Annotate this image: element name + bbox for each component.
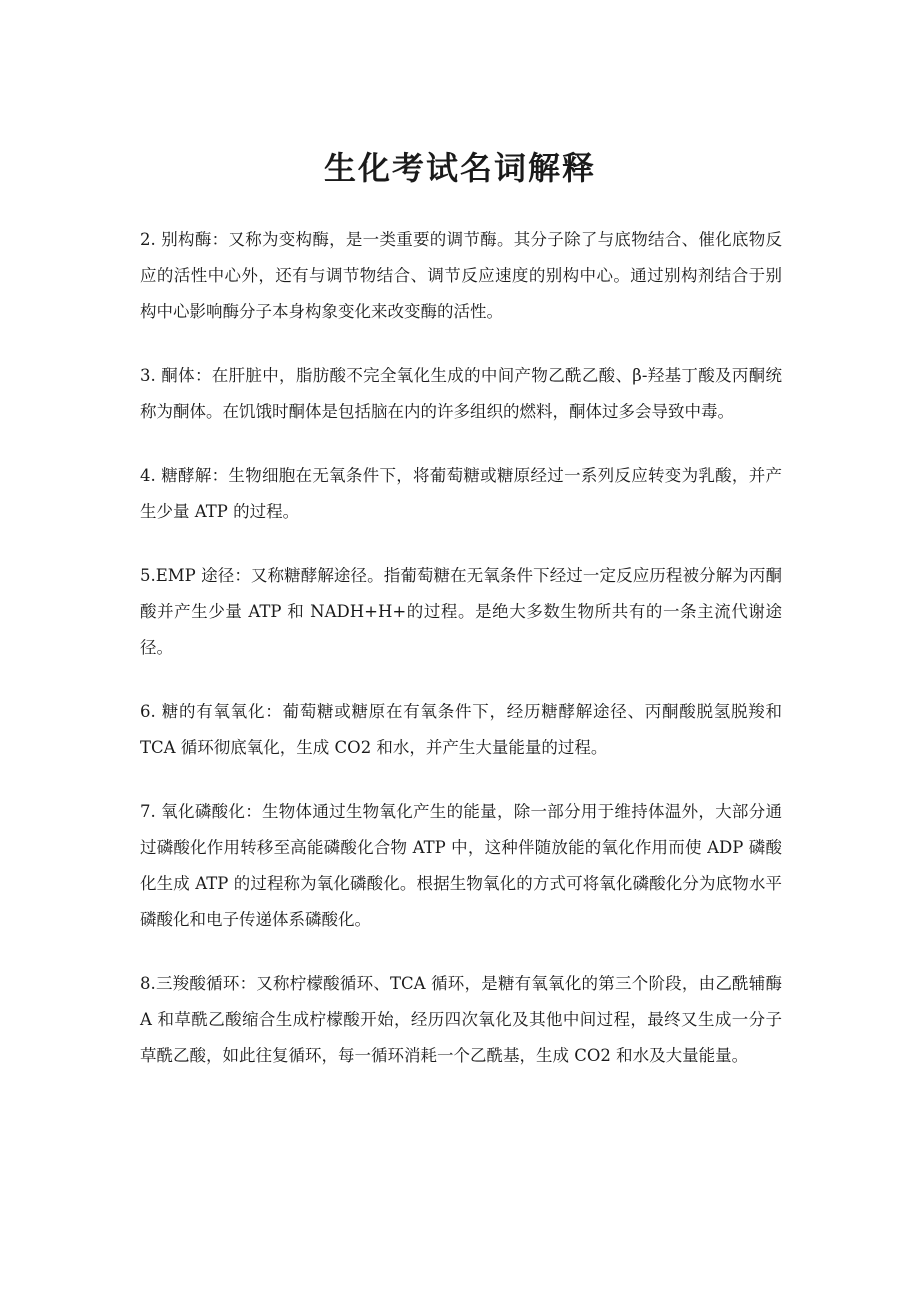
glossary-entry-glycolysis: 4. 糖酵解：生物细胞在无氧条件下，将葡萄糖或糖原经过一系列反应转变为乳酸，并产生少量 ATP 的过程。	[140, 466, 782, 521]
page-title: 生化考试名词解释	[323, 149, 596, 187]
glossary-entry-ketone-bodies: 3. 酮体：在肝脏中，脂肪酸不完全氧化生成的中间产物乙酰乙酸、β-羟基丁酸及丙酮统称为酮体。在饥饿时酮体是包括脑在内的许多组织的燃料，酮体过多会导致中毒。	[140, 366, 782, 421]
glossary-entry-oxidative-phosphorylation: 7. 氧化磷酸化：生物体通过生物氧化产生的能量，除一部分用于维持体温外，大部分通过磷酸化作用转移至高能磷酸化合物 ATP 中，这种伴随放能的氧化作用而使 ADP 磷酸化生成 ATP 的过程称为氧化磷酸化。根据生物氧化的方式可将氧化磷酸化分为底物水平磷酸化和电子传递体系磷酸化。	[140, 802, 782, 929]
glossary-entry-allosteric-enzyme: 2. 别构酶：又称为变构酶，是一类重要的调节酶。其分子除了与底物结合、催化底物反应的活性中心外，还有与调节物结合、调节反应速度的别构中心。通过别构剂结合于别构中心影响酶分子本身构象变化来改变酶的活性。	[140, 230, 782, 321]
glossary-entry-emp-pathway: 5.EMP 途径：又称糖酵解途径。指葡萄糖在无氧条件下经过一定反应历程被分解为丙酮酸并产生少量 ATP 和 NADH+H+的过程。是绝大多数生物所共有的一条主流代谢途径。	[140, 566, 782, 657]
glossary-entry-aerobic-oxidation: 6. 糖的有氧氧化：葡萄糖或糖原在有氧条件下，经历糖酵解途径、丙酮酸脱氢脱羧和 TCA 循环彻底氧化，生成 CO2 和水，并产生大量能量的过程。	[140, 702, 782, 757]
glossary-entry-tca-cycle: 8.三羧酸循环：又称柠檬酸循环、TCA 循环，是糖有氧氧化的第三个阶段，由乙酰辅酶 A 和草酰乙酸缩合生成柠檬酸开始，经历四次氧化及其他中间过程，最终又生成一分子草酰乙酸，如此往复循环，每一循环消耗一个乙酰基，生成 CO2 和水及大量能量。	[140, 974, 782, 1065]
glossary-entries	[140, 222, 782, 1102]
